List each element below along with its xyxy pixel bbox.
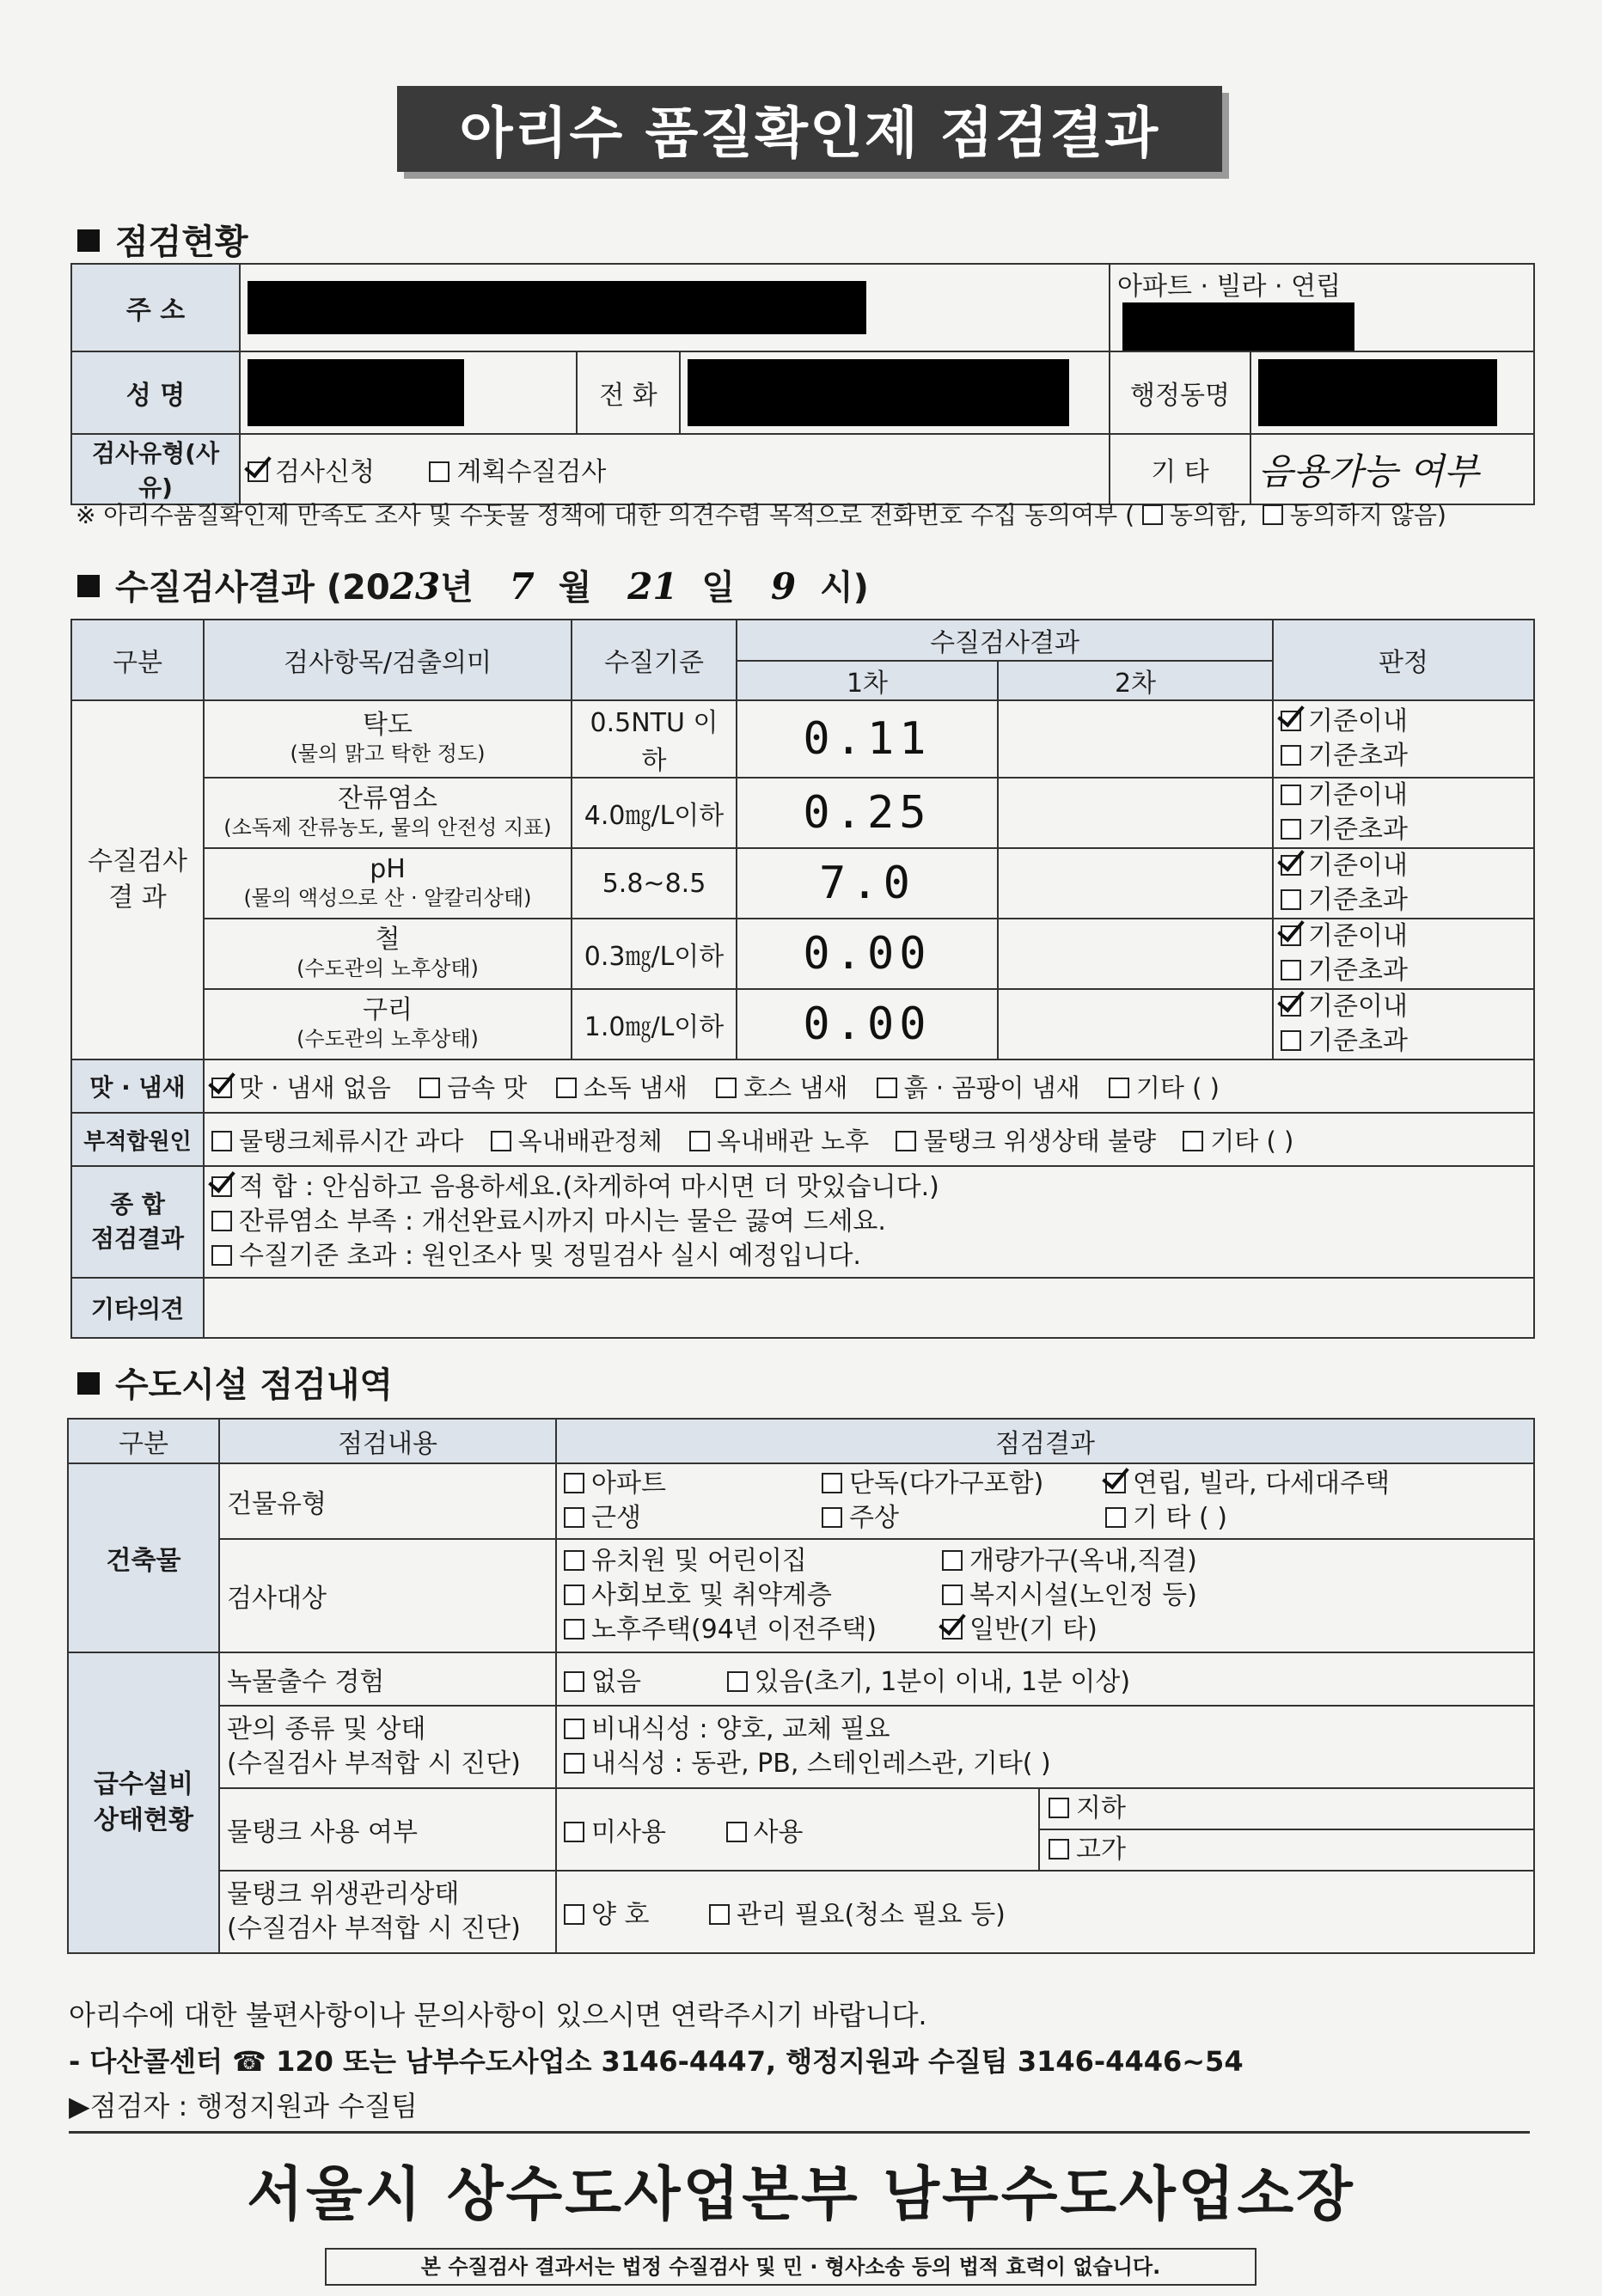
document-title: 아리수 품질확인제 점검결과 <box>397 86 1222 172</box>
taste-option[interactable]: 기타 ( ) <box>1109 1073 1220 1102</box>
checkbox-icon <box>491 1131 511 1151</box>
checkbox-icon <box>564 1719 584 1739</box>
square-bullet-icon <box>77 1372 100 1395</box>
etc-label: 기타의견 <box>71 1278 204 1338</box>
table-row: 수질검사 결 과 탁도 (물의 맑고 탁한 정도) 0.5NTU 이하 0.11 기준이내 기준초과 <box>71 700 1534 778</box>
section-facility-heading: 수도시설 점검내역 <box>77 1358 393 1407</box>
taste-option[interactable]: 소독 냄새 <box>556 1073 688 1102</box>
checkbox-checked-icon <box>1105 1473 1126 1493</box>
footer-contact-note: 아리수에 대한 불편사항이나 문의사항이 있으시면 연락주시기 바랍니다. <box>69 1999 927 2031</box>
first-result: 0.11 <box>803 713 932 765</box>
cause-label: 부적합원인 <box>71 1113 204 1166</box>
phone-label: 전 화 <box>577 351 680 434</box>
district-value <box>1250 351 1534 434</box>
taste-option[interactable]: 흙 · 곰팡이 냄새 <box>877 1073 1080 1102</box>
checkbox-icon <box>1183 1131 1203 1151</box>
taste-option[interactable]: 호스 냄새 <box>716 1073 847 1102</box>
item-name: pH <box>370 853 406 884</box>
checkbox-icon <box>896 1131 916 1151</box>
hygiene-label: 물탱크 위생관리상태 (수질검사 부적합 시 진단) <box>219 1871 556 1953</box>
option-request[interactable]: 검사신청 <box>248 457 375 487</box>
square-bullet-icon <box>77 229 100 252</box>
target-option[interactable]: 사회보호 및 취약계층 <box>564 1578 942 1613</box>
footer-inspector: ▶점검자 : 행정지원과 수질팀 <box>69 2090 418 2122</box>
name-value <box>240 351 577 434</box>
row-group-label: 수질검사 결 과 <box>71 700 204 1059</box>
second-result <box>998 989 1273 1059</box>
checkbox-icon <box>564 1619 584 1640</box>
item-standard: 0.5NTU 이하 <box>572 700 737 778</box>
checkbox-icon <box>419 1078 440 1098</box>
building-type-option[interactable]: 주상 <box>822 1501 1105 1536</box>
tank-pos-option[interactable]: 지하 <box>1040 1789 1533 1830</box>
square-bullet-icon <box>77 575 100 597</box>
item-standard: 4.0㎎/L이하 <box>572 778 737 848</box>
checkbox-icon <box>1049 1839 1069 1859</box>
second-result <box>998 700 1273 778</box>
header-second: 2차 <box>998 661 1273 700</box>
table-row: 구리 (수도관의 노후상태) 1.0㎎/L이하 0.00 기준이내 기준초과 <box>71 989 1534 1059</box>
item-meaning: (수도관의 노후상태) <box>297 1026 479 1051</box>
facility-table <box>67 1418 1535 1954</box>
other-label: 기 타 <box>1110 434 1250 504</box>
checkbox-checked-icon[interactable] <box>1281 996 1301 1017</box>
water-quality-table <box>70 619 1535 1339</box>
cause-option[interactable]: 물탱크체류시간 과다 <box>211 1127 463 1156</box>
option-planned[interactable]: 계획수질검사 <box>429 457 606 487</box>
summary-label: 종 합 점검결과 <box>71 1166 204 1278</box>
checkbox-icon <box>429 461 449 482</box>
address-label: 주 소 <box>71 264 240 351</box>
taste-option[interactable]: 맛 · 냄새 없음 <box>211 1073 391 1102</box>
cause-row <box>71 1113 1534 1166</box>
building-type-option[interactable]: 아파트 <box>564 1467 822 1501</box>
checkbox-checked-icon <box>942 1619 963 1640</box>
table-row: 잔류염소 (소독제 잔류농도, 물의 안전성 지표) 4.0㎎/L이하 0.25 기준이내 기준초과 <box>71 778 1534 848</box>
checkbox-icon <box>211 1245 232 1266</box>
header-category: 구분 <box>68 1419 219 1463</box>
item-meaning: (물의 액성으로 산 · 알칼리상태) <box>243 885 532 910</box>
header-category: 구분 <box>71 620 204 700</box>
first-result: 0.00 <box>803 928 932 980</box>
checkbox-icon[interactable] <box>1263 504 1283 525</box>
checkbox-icon <box>942 1550 963 1571</box>
pipe-label: 관의 종류 및 상태 (수질검사 부적합 시 진단) <box>219 1706 556 1788</box>
section-status-heading: 점검현황 <box>77 215 248 264</box>
checkbox-icon[interactable] <box>1281 1030 1301 1051</box>
redacted-district <box>1258 359 1497 426</box>
summary-option[interactable]: 수질기준 초과 : 원인조사 및 정밀검사 실시 예정입니다. <box>211 1239 1526 1273</box>
cause-option[interactable]: 물탱크 위생상태 불량 <box>896 1127 1156 1156</box>
footer-contact-numbers: - 다산콜센터 ☎ 120 또는 남부수도사업소 3146-4447, 행정지원과 수질팀 3146-4446~54 <box>69 2045 1244 2078</box>
header-standard: 수질기준 <box>572 620 737 700</box>
checkbox-icon[interactable] <box>1281 889 1301 910</box>
checkbox-icon <box>1105 1507 1126 1528</box>
target-option[interactable]: 일반(기 타) <box>942 1613 1197 1647</box>
redacted-address <box>248 281 866 334</box>
first-result: 7.0 <box>819 858 915 909</box>
checkbox-icon <box>556 1078 577 1098</box>
checkbox-icon <box>564 1753 584 1774</box>
first-result: 0.25 <box>803 787 932 839</box>
rust-label: 녹물출수 경험 <box>219 1652 556 1706</box>
checkbox-icon <box>822 1473 842 1493</box>
checkbox-icon[interactable] <box>1281 745 1301 766</box>
checkbox-icon <box>716 1078 737 1098</box>
checkbox-checked-icon <box>211 1176 232 1197</box>
item-name: 탁도 <box>363 709 413 740</box>
target-option[interactable]: 노후주택(94년 이전주택) <box>564 1613 942 1647</box>
phone-value <box>680 351 1110 434</box>
target-option[interactable]: 유치원 및 어린이집 <box>564 1544 942 1578</box>
inspect-type-label: 검사유형(사유) <box>71 434 240 504</box>
rust-option[interactable]: 있음(초기, 1분이 이내, 1분 이상) <box>727 1667 1131 1697</box>
table-row: 철 (수도관의 노후상태) 0.3㎎/L이하 0.00 기준이내 기준초과 <box>71 919 1534 989</box>
summary-row <box>71 1166 1534 1278</box>
redacted-name <box>248 359 464 426</box>
checkbox-icon[interactable] <box>1142 504 1163 525</box>
redacted-phone <box>688 359 1069 426</box>
disclaimer: 본 수질검사 결과서는 법정 수질검사 및 민 · 형사소송 등의 법적 효력이 없습니다. <box>325 2248 1257 2286</box>
checkbox-icon <box>211 1131 232 1151</box>
other-value: 음용가능 여부 <box>1250 434 1534 504</box>
item-meaning: (물의 맑고 탁한 정도) <box>290 741 486 766</box>
checkbox-checked-icon[interactable] <box>1281 925 1301 946</box>
checkbox-icon <box>822 1507 842 1528</box>
building-type-option[interactable]: 근생 <box>564 1501 822 1536</box>
item-name: 구리 <box>363 994 413 1025</box>
checkbox-checked-icon[interactable] <box>1281 711 1301 731</box>
tank-option[interactable]: 사용 <box>726 1817 804 1847</box>
organization-name: 서울시 상수도사업본부 남부수도사업소장 <box>247 2161 1355 2229</box>
checkbox-icon <box>1049 1798 1069 1818</box>
header-judge: 판정 <box>1273 620 1534 700</box>
pipe-option[interactable]: 비내식성 : 양호, 교체 필요 <box>564 1713 1526 1747</box>
target-option[interactable]: 개량가구(옥내,직결) <box>942 1544 1197 1578</box>
header-first: 1차 <box>737 661 998 700</box>
checkbox-icon <box>564 1904 584 1925</box>
checkbox-icon <box>564 1550 584 1571</box>
header-content: 점검내용 <box>219 1419 556 1463</box>
checkbox-icon <box>689 1131 710 1151</box>
etc-value[interactable] <box>204 1278 1534 1338</box>
etc-row <box>71 1278 1534 1338</box>
pipe-option[interactable]: 내식성 : 동관, PB, 스테인레스관, 기타( ) <box>564 1747 1526 1781</box>
hygiene-option[interactable]: 양 호 <box>564 1900 650 1930</box>
building-types-label: 아파트 · 빌라 · 연립 <box>1117 272 1342 302</box>
checkbox-icon <box>727 1671 748 1692</box>
first-result: 0.00 <box>803 998 932 1050</box>
checkbox-icon <box>564 1585 584 1605</box>
rust-option[interactable]: 없음 <box>564 1667 641 1697</box>
name-label: 성 명 <box>71 351 240 434</box>
checkbox-icon <box>211 1211 232 1231</box>
checkbox-checked-icon <box>211 1078 232 1098</box>
checkbox-icon <box>564 1473 584 1493</box>
footer-divider <box>69 2131 1530 2134</box>
item-standard: 1.0㎎/L이하 <box>572 989 737 1059</box>
checkbox-icon <box>942 1585 963 1605</box>
checkbox-checked-icon[interactable] <box>1281 855 1301 876</box>
second-result <box>998 778 1273 848</box>
hygiene-option[interactable]: 관리 필요(청소 필요 등) <box>709 1900 1006 1930</box>
item-name: 잔류염소 <box>338 783 437 814</box>
target-label: 검사대상 <box>219 1539 556 1652</box>
item-meaning: (소독제 잔류농도, 물의 안전성 지표) <box>223 815 552 840</box>
building-type-option[interactable]: 단독(다가구포함) <box>822 1467 1105 1501</box>
building-type-option[interactable]: 연립, 빌라, 다세대주택 <box>1105 1467 1390 1501</box>
table-row: pH (물의 액성으로 산 · 알칼리상태) 5.8~8.5 7.0 기준이내 기준초과 <box>71 848 1534 919</box>
taste-label: 맛 · 냄새 <box>71 1059 204 1113</box>
second-result <box>998 848 1273 919</box>
tank-option[interactable]: 미사용 <box>564 1817 666 1847</box>
cause-option[interactable]: 기타 ( ) <box>1183 1127 1293 1156</box>
building-type-option[interactable]: 기 타 ( ) <box>1105 1501 1390 1536</box>
district-label: 행정동명 <box>1110 351 1250 434</box>
cause-option[interactable]: 옥내배관정체 <box>491 1127 663 1156</box>
tank-label: 물탱크 사용 여부 <box>219 1788 556 1871</box>
checkbox-icon[interactable] <box>1281 960 1301 980</box>
item-standard: 0.3㎎/L이하 <box>572 919 737 989</box>
summary-option[interactable]: 적 합 : 안심하고 음용하세요.(차게하여 마시면 더 맛있습니다.) <box>211 1170 1526 1205</box>
checkbox-icon <box>709 1904 730 1925</box>
checkbox-icon[interactable] <box>1281 785 1301 805</box>
cause-option[interactable]: 옥내배관 노후 <box>689 1127 869 1156</box>
checkbox-checked-icon <box>248 461 268 482</box>
taste-row <box>71 1059 1534 1113</box>
checkbox-icon <box>564 1671 584 1692</box>
item-meaning: (수도관의 노후상태) <box>297 956 479 980</box>
second-result <box>998 919 1273 989</box>
checkbox-icon <box>1109 1078 1129 1098</box>
inspect-type-options <box>240 434 1110 504</box>
address-value <box>240 264 1110 351</box>
target-option[interactable]: 복지시설(노인정 등) <box>942 1578 1197 1613</box>
checkbox-icon <box>877 1078 897 1098</box>
header-result: 점검결과 <box>556 1419 1534 1463</box>
checkbox-icon <box>564 1822 584 1842</box>
checkbox-icon[interactable] <box>1281 819 1301 840</box>
summary-option[interactable]: 잔류염소 부족 : 개선완료시까지 마시는 물은 끓여 드세요. <box>211 1205 1526 1239</box>
supply-label: 급수설비 상태현황 <box>68 1652 219 1953</box>
tank-pos-option[interactable]: 고가 <box>1040 1830 1533 1870</box>
item-standard: 5.8~8.5 <box>572 848 737 919</box>
header-item: 검사항목/검출의미 <box>204 620 572 700</box>
building-label: 건축물 <box>68 1463 219 1652</box>
redacted-building <box>1122 302 1354 351</box>
item-name: 철 <box>375 924 400 955</box>
taste-option[interactable]: 금속 맛 <box>419 1073 527 1102</box>
building-type-label: 건물유형 <box>219 1463 556 1539</box>
status-table <box>70 263 1535 505</box>
section-result-heading: 수질검사결과 (2023년 7 월 21 일 9 시) <box>77 560 869 609</box>
consent-note: ※ 아리수품질확인제 만족도 조사 및 수돗물 정책에 대한 의견수렴 목적으로 전화번호 수집 동의여부 ( 동의함, 동의하지 않음) <box>76 501 1446 529</box>
header-result: 수질검사결과 <box>737 620 1273 661</box>
checkbox-icon <box>564 1507 584 1528</box>
checkbox-icon <box>726 1822 747 1842</box>
